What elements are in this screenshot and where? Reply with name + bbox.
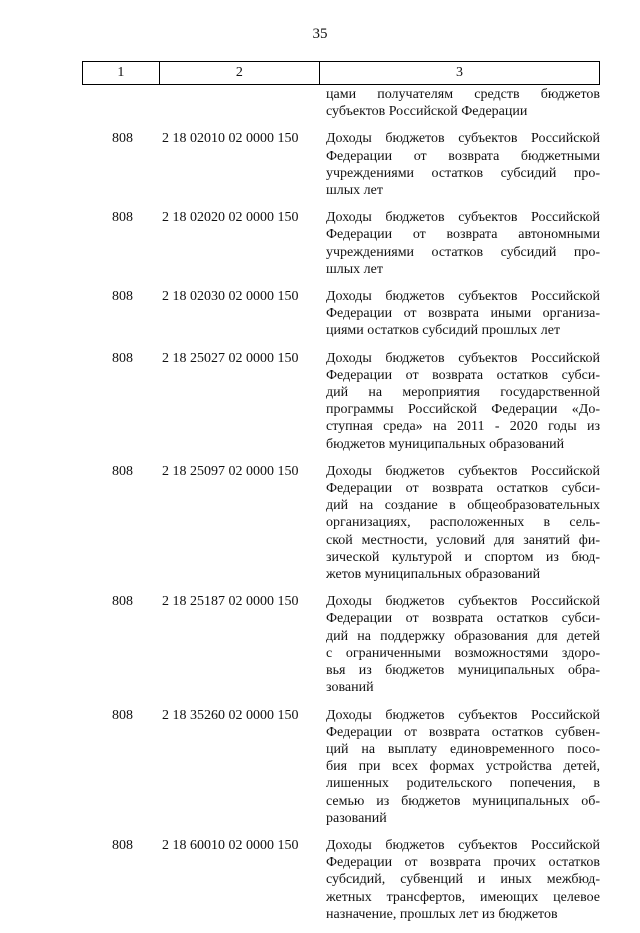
description-line: дий на поддержку образования для детей [326,628,600,644]
admin-code-cell: 808 [112,289,133,305]
admin-code-cell: 808 [112,131,133,147]
kbk-cell: 2 18 02030 02 0000 150 [162,289,299,305]
description-cell [320,209,600,278]
description-line: с ограниченными возможностями здоро- [326,645,600,661]
description-line: Доходы бюджетов субъектов Российской [326,463,600,479]
description-cell [320,707,600,827]
description-line: Федерации от возврата автономными [326,227,600,243]
description-line: дий на мероприятия государственной [326,385,600,401]
description-line: цами получателям средств бюджетов [326,87,600,102]
revenue-codes-table [82,61,600,933]
description-line: жетных трансфертов, имеющих целевое [326,889,600,905]
description-line: шлых лет [326,261,383,277]
description-line: Федерации от возврата остатков субси- [326,481,600,497]
description-cell [320,593,600,696]
kbk-cell: 2 18 02020 02 0000 150 [162,210,299,226]
description-cell [320,86,600,120]
table-row [82,707,600,827]
description-line: ций на выплату единовременного посо- [326,741,600,757]
continuation-row [82,86,600,120]
table-row [82,288,600,340]
column-header-3: 3 [456,65,464,80]
description-line: Федерации от возврата остатков субси- [326,367,600,383]
description-line: бюджетов муниципальных образований [326,436,565,452]
description-line: Доходы бюджетов субъектов Российской [326,350,600,366]
page-number: 35 [312,26,328,42]
table-row [82,130,600,199]
table-row [82,593,600,696]
description-line: лишенных родительского попечения, в [326,776,600,792]
description-line: Доходы бюджетов субъектов Российской [326,131,600,147]
description-line: ступная среда» на 2011 - 2020 годы из [326,419,600,435]
description-line: учреждениями остатков субсидий про- [326,165,600,181]
description-line: вья из бюджетов муниципальных обра- [326,663,600,679]
description-line: шлых лет [326,183,383,199]
description-line: Доходы бюджетов субъектов Российской [326,707,600,723]
admin-code-cell: 808 [112,463,133,479]
description-line: Доходы бюджетов субъектов Российской [326,837,600,853]
table-row [82,209,600,278]
table-row [82,350,600,453]
kbk-cell: 2 18 35260 02 0000 150 [162,707,299,723]
table-row [82,463,600,583]
description-line: субсидий, субвенций и иных межбюд- [326,872,600,888]
description-line: дий на создание в общеобразовательных [326,498,600,514]
description-line: Федерации от возврата остатков субвен- [326,724,600,740]
kbk-cell: 2 18 25187 02 0000 150 [162,594,299,610]
description-line: программы Российской Федерации «До- [326,402,600,418]
description-line: ской местности, условий для занятий фи- [326,532,600,548]
description-line: Федерации от возврата прочих остатков [326,855,600,871]
table-row [82,837,600,923]
admin-code-cell: 808 [112,707,133,723]
kbk-cell [159,86,320,120]
description-line: назначение, прошлых лет из бюджетов [326,906,558,922]
description-line: Федерации от возврата бюджетными [326,148,600,164]
description-line: Доходы бюджетов субъектов Российской [326,594,600,610]
kbk-cell: 2 18 02010 02 0000 150 [162,131,299,147]
table-body [82,130,600,923]
description-line: разований [326,810,387,826]
description-line: зований [326,680,374,696]
description-line: зической культурой и спортом из бюд- [326,549,600,565]
admin-code-cell: 808 [112,594,133,610]
kbk-cell: 2 18 25027 02 0000 150 [162,350,299,366]
admin-code-cell: 808 [112,837,133,853]
description-line: бия при всех формах устройства детей, [326,759,600,775]
description-line: семью из бюджетов муниципальных об- [326,793,600,809]
admin-code-cell [82,86,159,120]
kbk-cell: 2 18 60010 02 0000 150 [162,837,299,853]
description-line: организациях, расположенных в сель- [326,515,600,531]
description-line: жетов муниципальных образований [326,567,541,583]
description-line: Федерации от возврата иными организа- [326,306,600,322]
description-line: Доходы бюджетов субъектов Российской [326,210,600,226]
description-line: Доходы бюджетов субъектов Российской [326,289,600,305]
column-header-2: 2 [160,62,320,84]
description-line: субъектов Российской Федерации [326,104,528,120]
description-line: учреждениями остатков субсидий про- [326,244,600,260]
description-cell [320,463,600,583]
description-line: Федерации от возврата остатков субси- [326,611,600,627]
description-line: циями остатков субсидий прошлых лет [326,323,561,339]
description-cell [320,130,600,199]
table-header [82,61,600,85]
column-header-1: 1 [83,62,160,84]
admin-code-cell: 808 [112,210,133,226]
description-cell [320,288,600,340]
admin-code-cell: 808 [112,350,133,366]
kbk-cell: 2 18 25097 02 0000 150 [162,463,299,479]
description-cell [320,350,600,453]
description-cell [320,837,600,923]
